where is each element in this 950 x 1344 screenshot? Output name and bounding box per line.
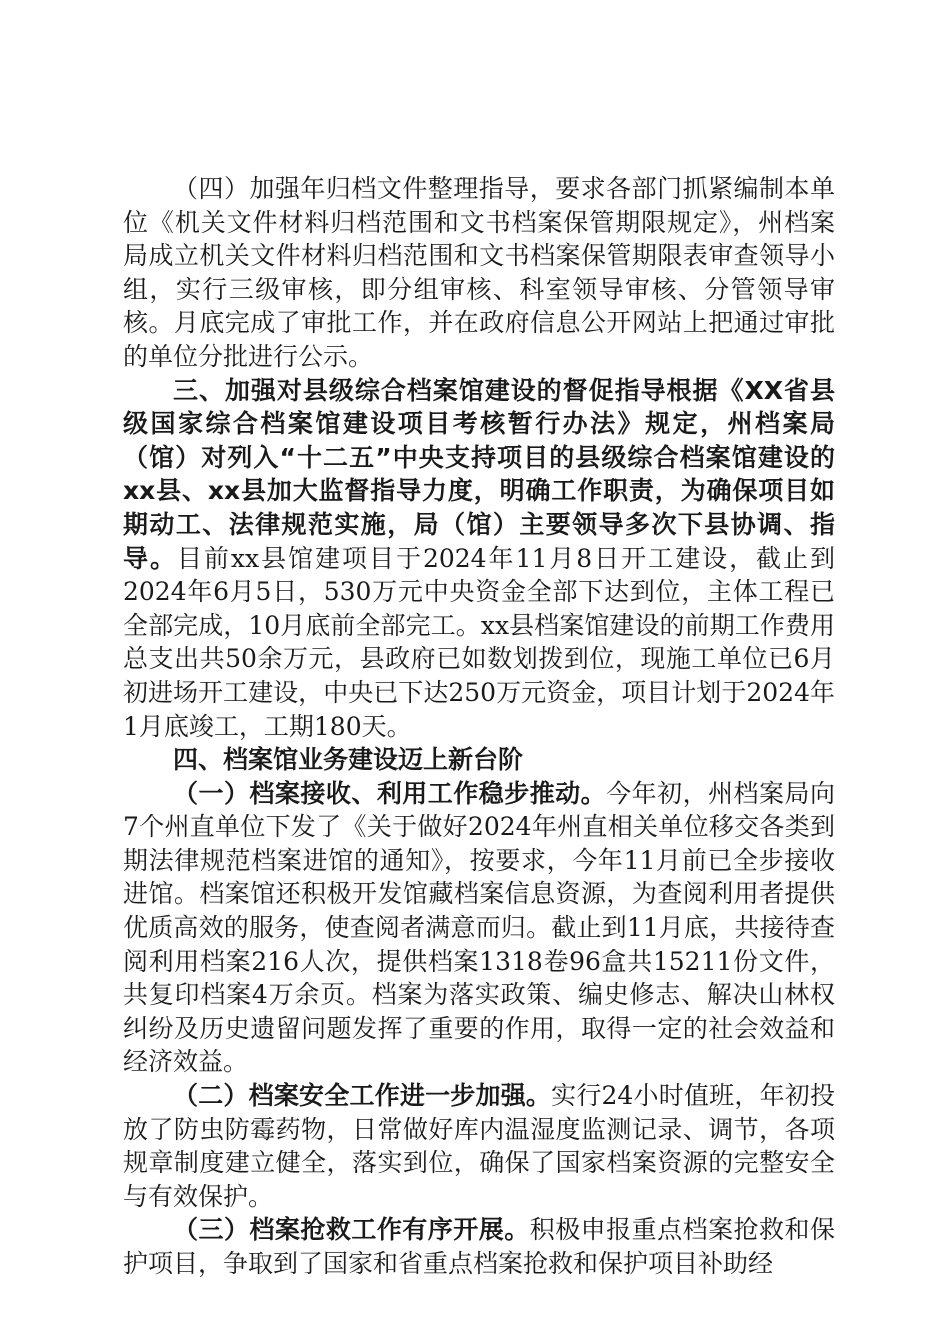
document-body xyxy=(123,172,835,1281)
paragraph-section-3 xyxy=(123,374,835,744)
paragraph-text: （四）加强年归档文件整理指导，要求各部门抓紧编制本单位《机关文件材料归档范围和文书档案保管期限规定》，州档案局成立机关文件材料归档范围和文书档案保管期限表审查领导小组，实行三级审核，即分组审核、科室领导审核、分管领导审核。月底完成了审批工作，并在政府信息公开网站上把通过审批的单位分批进行公示。 xyxy=(123,174,835,371)
section-heading: 三、加强对县级综合档案馆建设的督促指导根据《XX省县级国家综合档案馆建设项目考核暂行办法》规定，州档案局（馆）对列入“十二五”中央支持项目的县级综合档案馆建设的xx县、xx县加大监督指导力度，明确工作职责，为确保项目如期动工、法律规范实施，局（馆）主要领导多次下县协调、指导。 xyxy=(123,375,835,573)
paragraph-subsection-1 xyxy=(123,777,835,1079)
paragraph-text: 实行24小时值班，年初投放了防虫防霉药物，日常做好库内温湿度监测记录、调节，各项规章制度建立健全，落实到位，确保了国家档案资源的完整安全与有效保护。 xyxy=(123,1081,835,1211)
paragraph-subsection-3 xyxy=(123,1213,835,1280)
paragraph-item-4 xyxy=(123,172,835,374)
paragraph-section-4-heading xyxy=(123,743,835,777)
paragraph-text: 今年初，州档案局向7个州直单位下发了《关于做好2024年州直相关单位移交各类到期法律规范档案进馆的通知》，按要求，今年11月前已全步接收进馆。档案馆还积极开发馆藏档案信息资源，为查阅利用者提供优质高效的服务，使查阅者满意而归。截止到11月底，共接待查阅利用档案216人次，提供档案1318卷96盒共15211份文件，共复印档案4万余页。档案为落实政策、编史修志、解决山林权纠纷及历史遗留问题发挥了重要的作用，取得一定的社会效益和经济效益。 xyxy=(123,778,835,1077)
subsection-heading: （二）档案安全工作进一步加强。 xyxy=(173,1081,552,1111)
paragraph-text: 积极申报重点档案抢救和保护项目，争取到了国家和省重点档案抢救和保护项目补助经 xyxy=(123,1215,835,1278)
paragraph-text: 目前xx县馆建项目于2024年11月8日开工建设，截止到2024年6月5日，530万元中央资金全部下达到位，主体工程已全部完成，10月底前全部完工。xx县档案馆建设的前期工作费用总支出共50余万元，县政府已如数划拨到位，现施工单位已6月初进场开工建设，中央已下达250万元资金，项目计划于2024年1月底竣工，工期180天。 xyxy=(123,543,835,741)
subsection-heading: （三）档案抢救工作有序开展。 xyxy=(173,1215,530,1245)
section-heading: 四、档案馆业务建设迈上新台阶 xyxy=(173,745,524,775)
paragraph-subsection-2 xyxy=(123,1079,835,1213)
subsection-heading: （一）档案接收、利用工作稳步推动。 xyxy=(173,778,607,808)
